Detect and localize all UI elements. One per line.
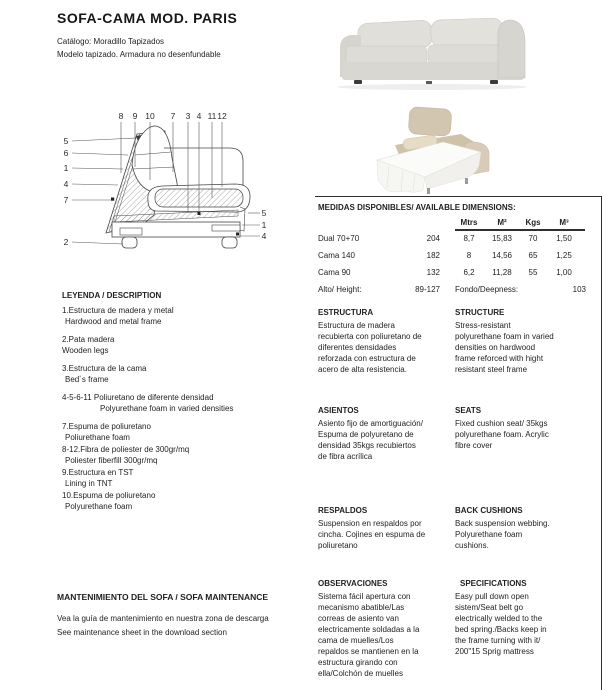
row-m3: 1,25 xyxy=(556,251,572,260)
section-body: Easy pull down open sistem/Seat belt go electrically welded to the bed spring./Backs keep in the frame turning with it/ 200"15 Sprig mattress xyxy=(455,592,547,656)
col-header-m3: M³ xyxy=(559,218,569,227)
legend-title: LEYENDA / DESCRIPTION xyxy=(62,291,162,300)
legend-item-en: Polyurethane foam in varied densities xyxy=(100,404,234,413)
section-title: ESTRUCTURA xyxy=(318,308,374,317)
legend-item-en: Polyurethane foam xyxy=(65,502,133,511)
row-m2: 15,83 xyxy=(491,234,513,243)
section-body: Asiento fijo de amortiguación/ Espuma de polyuretano de densidad 35kgs recubiertos de fibra acrílica xyxy=(318,419,423,461)
top-rule xyxy=(315,196,602,197)
row-size: 132 xyxy=(426,268,440,277)
diagram-label: 8 xyxy=(118,111,124,121)
legend-item-es: 9.Estructura en TST xyxy=(62,468,134,477)
legend-item-en: Wooden legs xyxy=(62,346,109,355)
dimensions-title: MEDIDAS DISPONIBLES/ AVAILABLE DIMENSIONS: xyxy=(318,203,516,212)
legend-item-es: 10.Espuma de poliuretano xyxy=(62,491,156,500)
fondo-value: 103 xyxy=(572,285,586,294)
legend-item xyxy=(62,490,292,512)
section-seats-en xyxy=(455,405,557,451)
section-body: Suspension en respaldos por cincha. Cojines en espuma de poliuretano xyxy=(318,519,426,550)
row-name: Cama 140 xyxy=(318,251,355,260)
model-line: Modelo tapizado. Armadura no desenfundable xyxy=(57,50,221,59)
row-kgs: 65 xyxy=(528,251,538,260)
catalog-line: Catálogo: Moradillo Tapizados xyxy=(57,37,165,46)
diagram-label: 7 xyxy=(170,111,176,121)
diagram-label: 4 xyxy=(63,179,69,189)
row-name: Cama 90 xyxy=(318,268,351,277)
diagram-label: 6 xyxy=(63,148,69,158)
section-title: RESPALDOS xyxy=(318,506,368,515)
col-header-kgs: Kgs xyxy=(525,218,541,227)
row-kgs: 70 xyxy=(528,234,538,243)
row-m3: 1,50 xyxy=(556,234,572,243)
legend-item-es: 8-12.Fibra de poliester de 300gr/mq xyxy=(62,445,190,454)
legend-list xyxy=(62,305,292,513)
diagram-label: 7 xyxy=(63,195,69,205)
diagram-label: 3 xyxy=(185,111,191,121)
alto-value: 89-127 xyxy=(415,285,440,294)
section-specifications-en xyxy=(455,578,557,657)
section-body: Back suspension webbing. Polyurethane foam cushions. xyxy=(455,519,550,550)
diagram-label: 5 xyxy=(63,136,69,146)
diagram-label: 4 xyxy=(196,111,202,121)
diagram-label: 1 xyxy=(261,220,267,230)
section-respaldos-es xyxy=(318,505,426,551)
legend-item-es: 7.Espuma de poliuretano xyxy=(62,422,151,431)
diagram-label: 10 xyxy=(145,111,155,121)
row-mtrs: 6,2 xyxy=(463,268,475,277)
row-m2: 11,28 xyxy=(492,268,512,277)
fondo-label: Fondo/Deepness: xyxy=(455,285,519,294)
section-body: Stress-resistant polyurethane foam in varied densities on hardwood frame reforced with hight resistant steel frame xyxy=(455,321,554,374)
row-name: Dual 70+70 xyxy=(318,234,360,243)
legend-item-en: Poliester fiberfill 300gr/mq xyxy=(65,456,158,465)
page-title: SOFA-CAMA MOD. PARIS xyxy=(57,10,238,26)
legend-item-es: 4-5-6-11 Poliuretano de diferente densidad xyxy=(62,393,214,402)
sofa-floor-shadow xyxy=(337,84,527,90)
row-size: 204 xyxy=(426,234,440,243)
section-back-cushions-en xyxy=(455,505,557,551)
section-title: BACK CUSHIONS xyxy=(455,506,523,515)
legend-item-en: Poliurethane foam xyxy=(65,433,130,442)
diagram-label: 4 xyxy=(261,231,267,241)
row-m3: 1,00 xyxy=(556,268,572,277)
maintenance-line-es: Vea la guía de mantenimiento en nuestra zona de descarga xyxy=(57,614,269,623)
alto-label: Alto/ Height: xyxy=(318,285,362,294)
section-title: SEATS xyxy=(455,406,482,415)
row-size: 182 xyxy=(426,251,440,260)
legend-item xyxy=(62,363,292,385)
diagram-label: 2 xyxy=(63,237,69,247)
section-title: STRUCTURE xyxy=(455,308,505,317)
legend-item-en: Hardwood and metal frame xyxy=(65,317,162,326)
legend-item-es: 3.Estructura de la cama xyxy=(62,364,147,373)
legend-item xyxy=(62,444,292,466)
diagram-label: 11 xyxy=(207,111,217,121)
row-mtrs: 8 xyxy=(466,251,472,260)
maintenance-line-en: See maintenance sheet in the download section xyxy=(57,628,227,637)
table-row xyxy=(0,234,607,246)
legend-item xyxy=(62,421,292,443)
section-structure-en xyxy=(455,307,557,375)
diagram-label: 5 xyxy=(261,208,267,218)
legend-item xyxy=(62,467,292,489)
col-header-m2: M² xyxy=(497,218,507,227)
col-header-mtrs: Mtrs xyxy=(460,218,478,227)
row-mtrs: 8,7 xyxy=(463,234,475,243)
section-body: Sistema fácil apertura con mecanismo abatible/Las correas de asiento van electricamente soldadas a la cama de muelles/Los repaldos se mantienen en la estructura girando con ella/Colchón de muelles xyxy=(318,592,420,678)
section-observaciones-es xyxy=(318,578,426,679)
maintenance-title: MANTENIMIENTO DEL SOFA / SOFA MAINTENANCE xyxy=(57,592,269,602)
section-title: ASIENTOS xyxy=(318,406,359,415)
legend-item xyxy=(62,392,292,414)
row-m2: 14,56 xyxy=(491,251,513,260)
legend-item-es: 2.Pata madera xyxy=(62,335,115,344)
section-body: Estructura de madera recubierta con poliuretano de diferentes densidades reforzada con estructura de acero de alta resistencia. xyxy=(318,321,422,374)
construction-diagram xyxy=(52,103,302,253)
section-asientos-es xyxy=(318,405,426,462)
legend-item xyxy=(62,305,292,327)
sofa-closed-photo xyxy=(330,5,535,95)
section-body: Fixed cushion seat/ 35kgs polyurethane foam. Acrylic fibre cover xyxy=(455,419,549,450)
legend-item xyxy=(62,334,292,356)
diagram-label: 9 xyxy=(132,111,138,121)
row-kgs: 55 xyxy=(528,268,538,277)
section-estructura-es xyxy=(318,307,426,375)
legend-item-en: Lining in TNT xyxy=(65,479,113,488)
section-title: OBSERVACIONES xyxy=(318,579,388,588)
table-row xyxy=(0,251,607,263)
diagram-label: 12 xyxy=(217,111,227,121)
sofa-open-photo xyxy=(365,104,500,196)
header-underline xyxy=(455,229,585,231)
legend-item-en: Bed´s frame xyxy=(65,375,109,384)
table-row xyxy=(0,268,607,280)
diagram-label: 1 xyxy=(63,163,69,173)
legend-item-es: 1.Estructura de madera y metal xyxy=(62,306,174,315)
section-title: SPECIFICATIONS xyxy=(460,579,527,588)
